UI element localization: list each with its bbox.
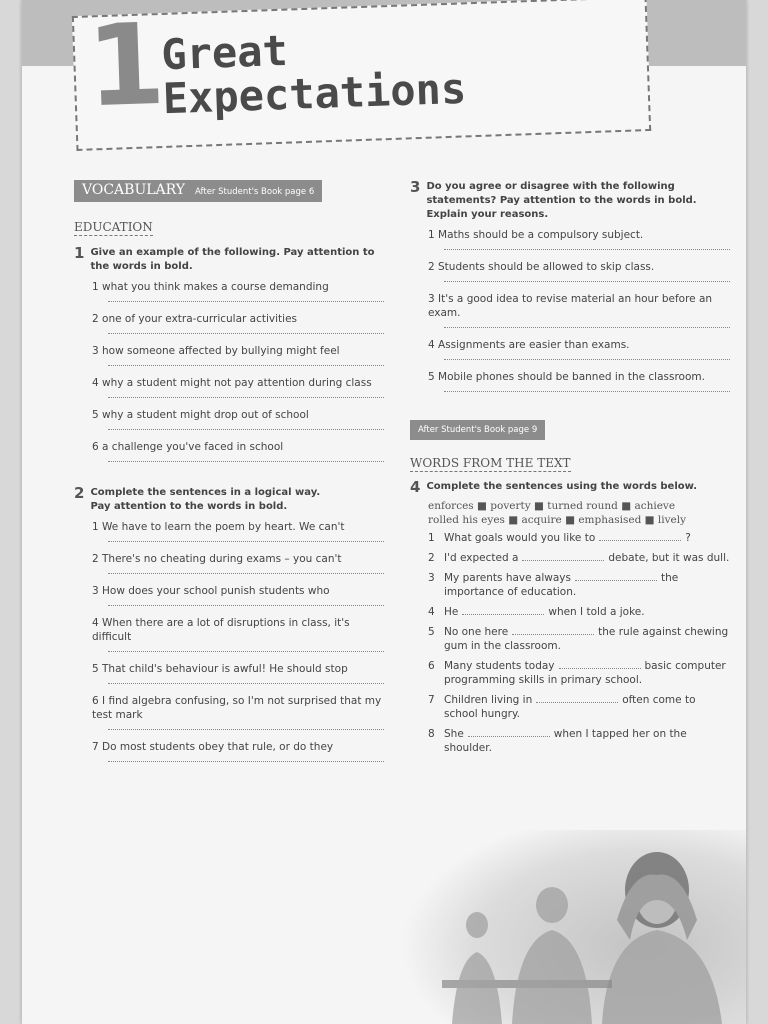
- exercise-item-text: 4 When there are a lot of disruptions in class, it's difficult: [92, 617, 350, 643]
- exercise-item: [428, 605, 730, 619]
- answer-line[interactable]: [108, 454, 384, 462]
- item-text: [444, 625, 730, 653]
- exercise-item: [428, 228, 730, 242]
- exercise-item: [428, 693, 730, 721]
- vocabulary-label: VOCABULARY: [82, 182, 186, 198]
- answer-line[interactable]: [108, 566, 384, 574]
- exercise-item: [92, 740, 384, 754]
- item-text-after: the rule against chewing gum in the classroom.: [444, 626, 729, 652]
- vocabulary-bar: [74, 180, 322, 202]
- item-number: 7: [428, 694, 435, 706]
- exercise-2-heading: [74, 486, 384, 514]
- item-number: 3: [428, 572, 435, 584]
- word-box-line: rolled his eyes ■ acquire ■ emphasised ■ lively: [428, 514, 687, 526]
- exercise-item: [92, 312, 384, 326]
- item-number: 1: [428, 532, 435, 544]
- exercise-item-text: 6 I find algebra confusing, so I'm not surprised that my test mark: [92, 695, 382, 721]
- answer-line[interactable]: [444, 352, 730, 360]
- exercise-item: [92, 344, 384, 358]
- exercise-1-heading: [74, 246, 384, 274]
- answer-line[interactable]: [108, 754, 384, 762]
- item-text: [444, 605, 645, 619]
- item-text-after: often come to school hungry.: [444, 694, 696, 720]
- exercise-item-text: 1 what you think makes a course demanding: [92, 281, 329, 293]
- item-text: [444, 727, 730, 755]
- exercise-instruction: Complete the sentences in a logical way. Pay attention to the words in bold.: [90, 487, 321, 512]
- exercise-item: [428, 260, 730, 274]
- exercise-item-text: 2 one of your extra-curricular activities: [92, 313, 298, 325]
- exercise-item-text: 2 Students should be allowed to skip class.: [428, 261, 655, 273]
- answer-line[interactable]: [108, 676, 384, 684]
- answer-line[interactable]: [108, 722, 384, 730]
- exercise-item: [92, 552, 384, 566]
- exercise-item: [92, 584, 384, 598]
- exercise-3-items: [410, 228, 730, 402]
- exercise-item-text: 4 why a student might not pay attention during class: [92, 377, 372, 389]
- exercise-item-text: 3 How does your school punish students who: [92, 585, 330, 597]
- answer-line[interactable]: [444, 384, 730, 392]
- item-text: [444, 551, 729, 565]
- answer-line[interactable]: [108, 534, 384, 542]
- exercise-item: [92, 616, 384, 644]
- exercise-number: 1: [74, 244, 85, 262]
- item-text-after: ?: [685, 532, 691, 544]
- item-text-after: when I tapped her on the shoulder.: [444, 728, 687, 754]
- item-text-after: basic computer programming skills in primary school.: [444, 660, 726, 686]
- item-text-after: debate, but it was dull.: [608, 552, 730, 564]
- answer-line[interactable]: [444, 320, 730, 328]
- exercise-4-items: [410, 531, 730, 755]
- item-text-before: What goals would you like to: [444, 532, 596, 544]
- item-text-before: He: [444, 606, 459, 618]
- exercise-item: [428, 338, 730, 352]
- workbook-page: [22, 0, 746, 1024]
- answer-line[interactable]: [444, 242, 730, 250]
- exercise-item-text: 3 how someone affected by bullying might feel: [92, 345, 340, 357]
- exercise-item: [92, 376, 384, 390]
- title-line-1: Great: [160, 25, 289, 80]
- right-column: [410, 180, 730, 761]
- item-number: 5: [428, 626, 435, 638]
- exercise-item-text: 2 There's no cheating during exams – you can't: [92, 553, 342, 565]
- answer-blank[interactable]: [575, 571, 657, 581]
- left-column: [74, 180, 384, 772]
- reference-bar: After Student's Book page 9: [410, 420, 545, 440]
- exercise-2-items: [74, 520, 384, 772]
- exercise-instruction: Give an example of the following. Pay attention to the words in bold.: [90, 247, 375, 272]
- answer-line[interactable]: [444, 274, 730, 282]
- answer-line[interactable]: [108, 598, 384, 606]
- item-text-before: I'd expected a: [444, 552, 519, 564]
- item-text-before: She: [444, 728, 464, 740]
- answer-blank[interactable]: [536, 693, 618, 703]
- item-text: [444, 659, 730, 687]
- item-text-before: Children living in: [444, 694, 533, 706]
- item-text-before: Many students today: [444, 660, 555, 672]
- answer-line[interactable]: [108, 422, 384, 430]
- exercise-instruction: Do you agree or disagree with the following statements? Pay attention to the words in bold. Explain your reasons.: [426, 181, 697, 220]
- exercise-item-text: 1 Maths should be a compulsory subject.: [428, 229, 644, 241]
- exercise-item: [428, 531, 730, 545]
- exercise-item: [428, 370, 730, 384]
- answer-blank[interactable]: [559, 659, 641, 669]
- words-from-text-heading: WORDS FROM THE TEXT: [410, 456, 571, 470]
- exercise-item-text: 5 That child's behaviour is awful! He should stop: [92, 663, 348, 675]
- item-text-after: the importance of education.: [444, 572, 679, 598]
- exercise-instruction: Complete the sentences using the words below.: [426, 481, 698, 492]
- title-line-2: Expectations: [161, 63, 467, 124]
- exercise-number: 4: [410, 478, 421, 496]
- word-box-line: enforces ■ poverty ■ turned round ■ achieve: [428, 500, 676, 512]
- unit-number: 1: [84, 0, 168, 133]
- item-text: [444, 571, 730, 599]
- answer-line[interactable]: [108, 294, 384, 302]
- item-number: 2: [428, 552, 435, 564]
- item-number: 4: [428, 606, 435, 618]
- exercise-item-text: 4 Assignments are easier than exams.: [428, 339, 630, 351]
- answer-blank[interactable]: [599, 531, 681, 541]
- exercise-item: [92, 408, 384, 422]
- exercise-item: [428, 727, 730, 755]
- answer-blank[interactable]: [462, 605, 544, 615]
- item-text: [444, 693, 730, 721]
- exercise-item: [92, 440, 384, 454]
- item-number: 6: [428, 660, 435, 672]
- answer-blank[interactable]: [522, 551, 604, 561]
- students-photo: [402, 830, 746, 1024]
- item-text-after: when I told a joke.: [548, 606, 645, 618]
- answer-line[interactable]: [108, 390, 384, 398]
- unit-title: [161, 23, 467, 122]
- item-number: 8: [428, 728, 435, 740]
- exercise-item: [92, 520, 384, 534]
- education-heading: EDUCATION: [74, 220, 153, 234]
- exercise-number: 2: [74, 484, 85, 502]
- answer-line[interactable]: [108, 644, 384, 652]
- answer-blank[interactable]: [512, 625, 594, 635]
- vocabulary-reference: After Student's Book page 6: [195, 187, 315, 197]
- exercise-item-text: 5 Mobile phones should be banned in the classroom.: [428, 371, 705, 383]
- exercise-item-text: 6 a challenge you've faced in school: [92, 441, 284, 453]
- exercise-item: [92, 280, 384, 294]
- exercise-item: [92, 662, 384, 676]
- item-text-before: My parents have always: [444, 572, 571, 584]
- exercise-1-items: [74, 280, 384, 472]
- item-text-before: No one here: [444, 626, 509, 638]
- exercise-item-text: 7 Do most students obey that rule, or do they: [92, 741, 334, 753]
- exercise-item: [428, 292, 730, 320]
- answer-blank[interactable]: [468, 727, 550, 737]
- word-box: [428, 499, 730, 527]
- exercise-item: [428, 659, 730, 687]
- exercise-item-text: 5 why a student might drop out of school: [92, 409, 309, 421]
- exercise-item: [428, 571, 730, 599]
- exercise-item-text: 3 It's a good idea to revise material an hour before an exam.: [428, 293, 713, 319]
- exercise-number: 3: [410, 178, 421, 196]
- exercise-4-heading: [410, 480, 730, 495]
- exercise-item-text: 1 We have to learn the poem by heart. We can't: [92, 521, 345, 533]
- exercise-item: [428, 625, 730, 653]
- exercise-item: [92, 694, 384, 722]
- item-text: [444, 531, 691, 545]
- answer-line[interactable]: [108, 358, 384, 366]
- answer-line[interactable]: [108, 326, 384, 334]
- exercise-item: [428, 551, 730, 565]
- exercise-3-heading: [410, 180, 730, 222]
